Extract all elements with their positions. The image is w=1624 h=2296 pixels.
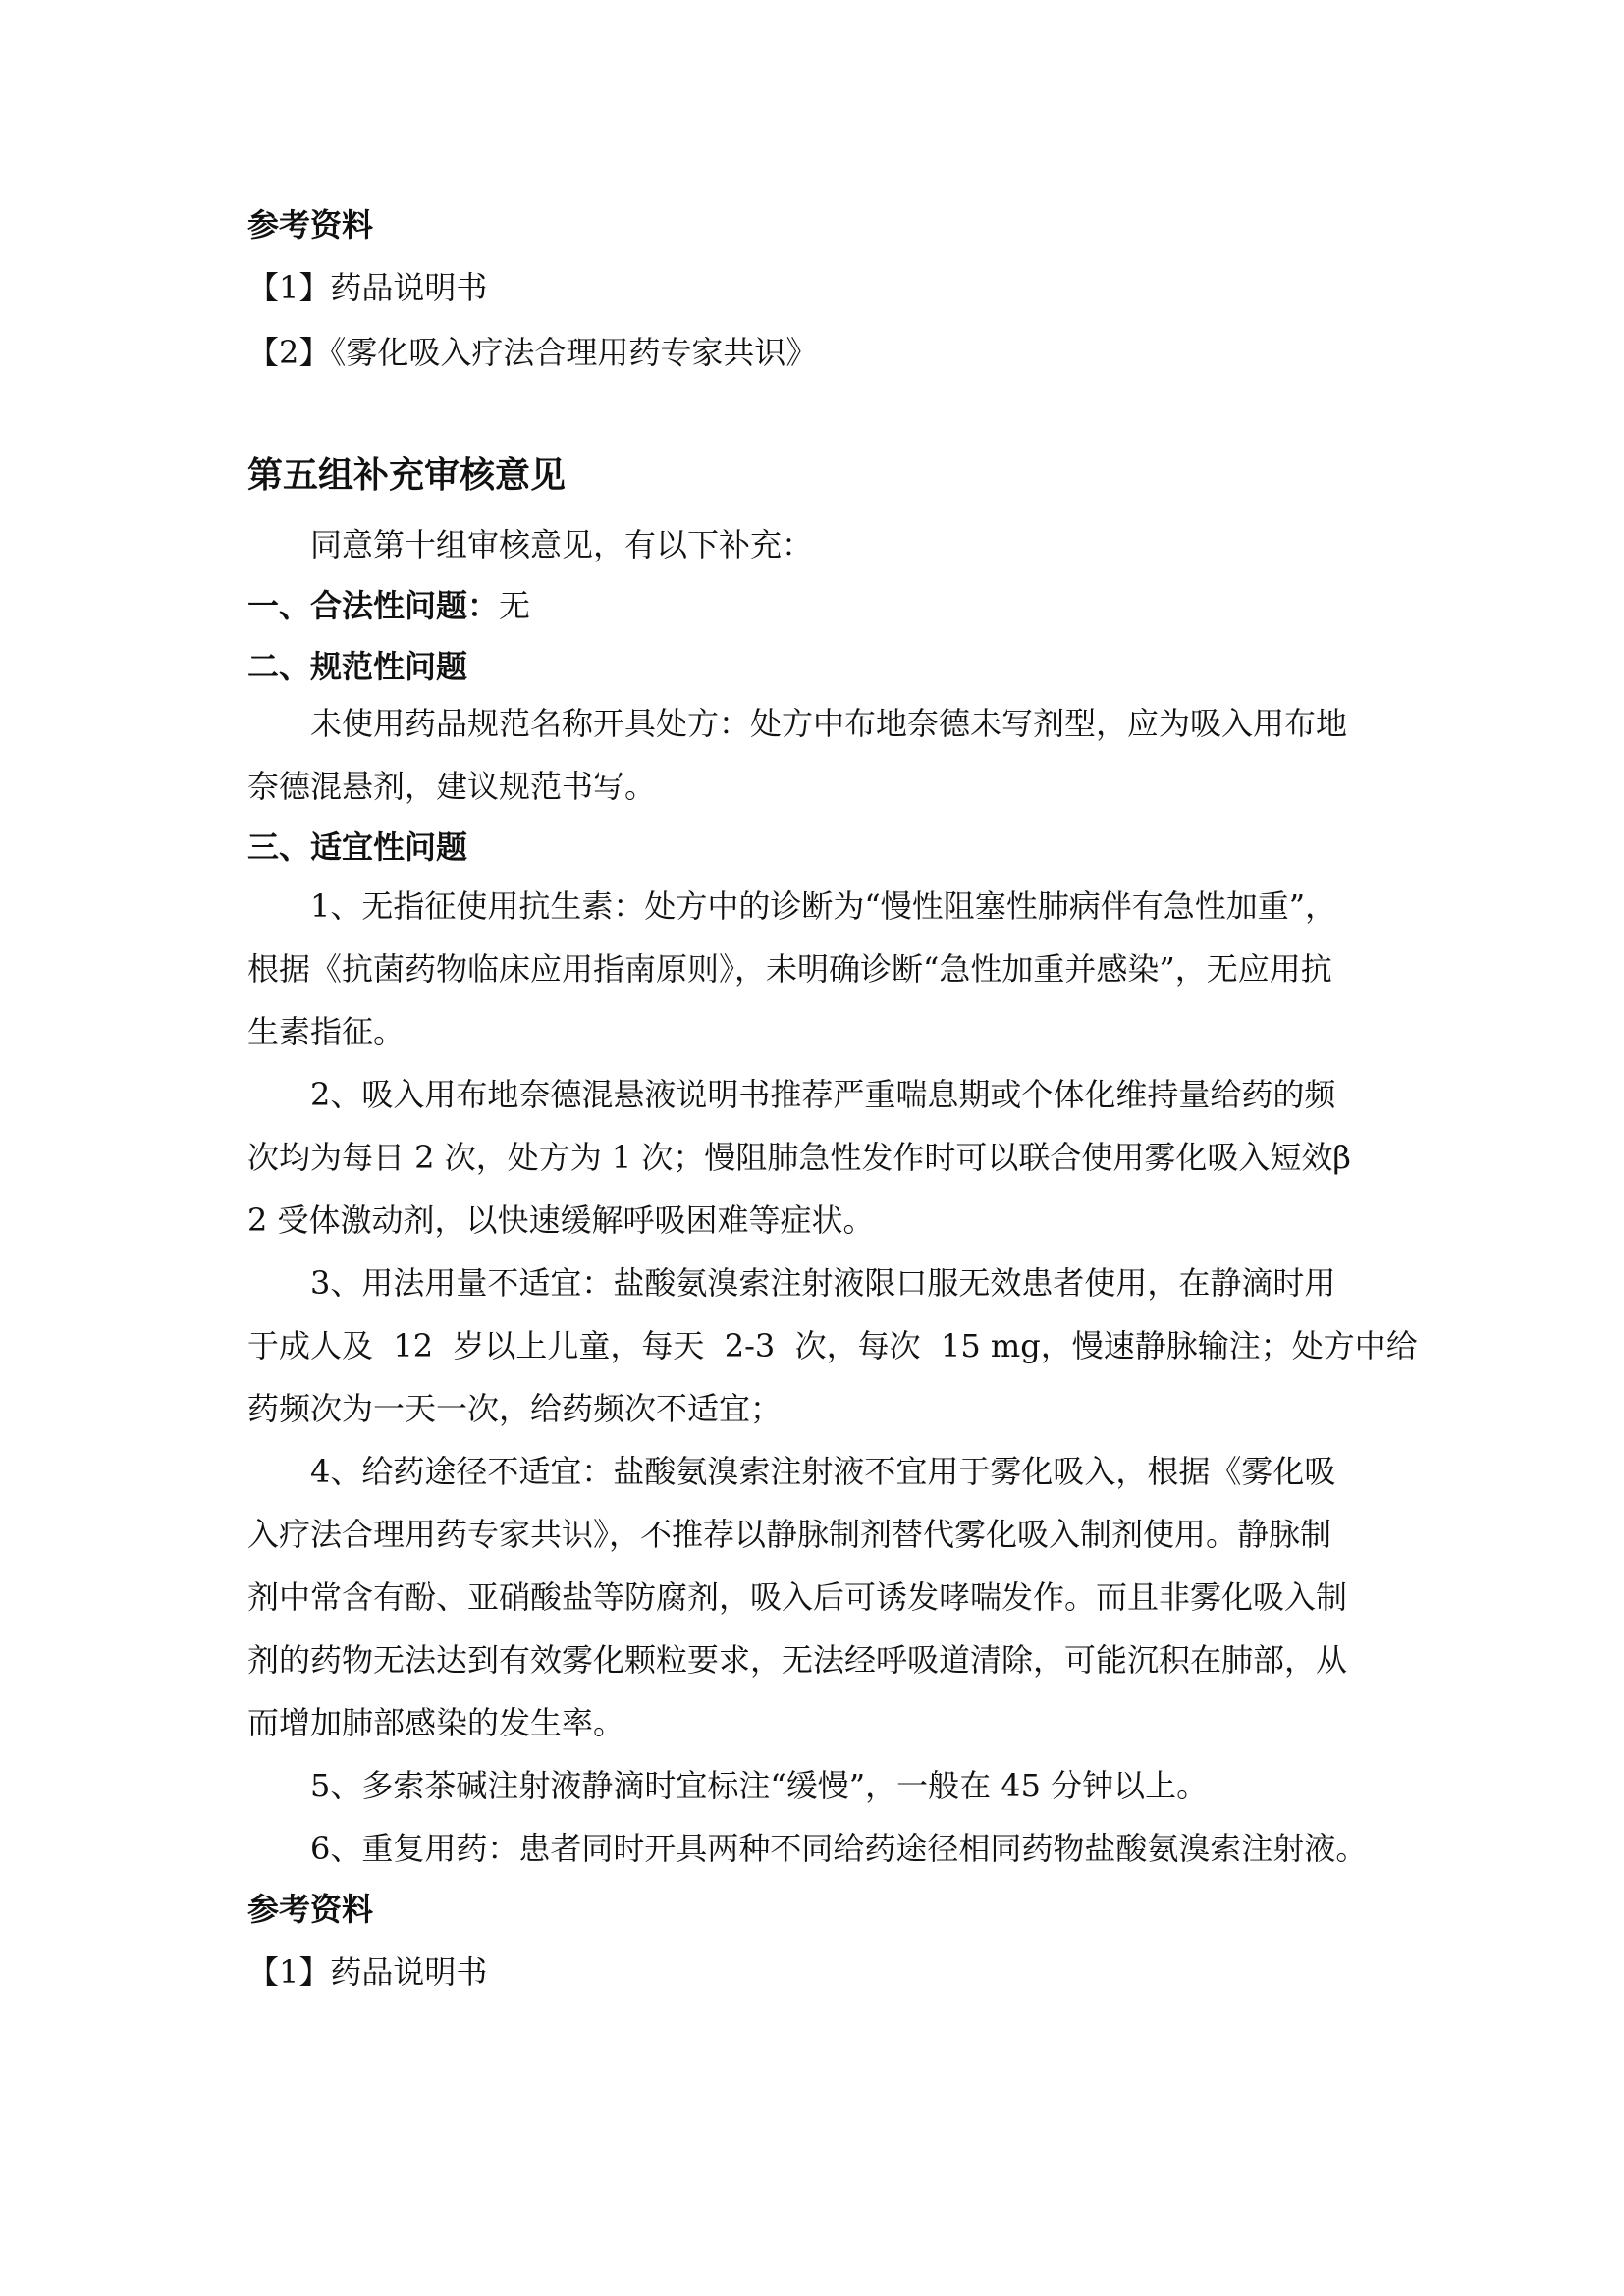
document-body [247,201,1418,1996]
paragraph-line: 于成人及 12 岁以上儿童，每天 2-3 次，每次 15 mg，慢速静脉输注；处方中给 [247,1327,1418,1364]
legality-label: 一、合法性问题： [247,587,500,624]
reference-heading: 参考资料 [247,206,374,243]
paragraph-line: 根据《抗菌药物临床应用指南原则》，未明确诊断“急性加重并感染”，无应用抗 [247,950,1332,988]
reference-item: 【2】《雾化吸入疗法合理用药专家共识》 [247,334,818,371]
paragraph-line: 入疗法合理用药专家共识》，不推荐以静脉制剂替代雾化吸入制剂使用。静脉制 [247,1516,1332,1553]
paragraph-line: 3、用法用量不适宜：盐酸氨溴索注射液限口服无效患者使用，在静滴时用 [310,1264,1336,1302]
paragraph-line: 生素指征。 [247,1013,406,1050]
paragraph-line: 而增加肺部感染的发生率。 [247,1704,625,1741]
paragraph-line: 4、给药途径不适宜：盐酸氨溴索注射液不宜用于雾化吸入，根据《雾化吸 [310,1453,1336,1490]
paragraph-line: 2、吸入用布地奈德混悬液说明书推荐严重喘息期或个体化维持量给药的频 [310,1076,1336,1113]
paragraph-line: 次均为每日 2 次，处方为 1 次；慢阻肺急性发作时可以联合使用雾化吸入短效β [247,1139,1351,1176]
paragraph-line: 1、无指征使用抗生素：处方中的诊断为“慢性阻塞性肺病伴有急性加重”， [310,887,1337,925]
suitability-item-5 [247,1754,1386,1817]
legality-value: 无 [499,587,531,624]
paragraph-line: 6、重复用药：患者同时开具两种不同给药途径相同药物盐酸氨溴索注射液。 [310,1830,1368,1867]
suitability-item-2 [247,1063,1386,1252]
reference-heading: 参考资料 [247,1891,374,1928]
paragraph-line: 2 受体激动剂，以快速缓解呼吸困难等症状。 [247,1201,875,1239]
paragraph-line: 未使用药品规范名称开具处方：处方中布地奈德未写剂型，应为吸入用布地 [310,705,1348,742]
paragraph-line: 奈德混悬剂，建议规范书写。 [247,768,657,805]
paragraph-line: 5、多索茶碱注射液静滴时宜标注“缓慢”，一般在 45 分钟以上。 [310,1767,1209,1804]
reference-item: 【1】药品说明书 [247,269,488,306]
suitability-item-4 [247,1440,1386,1754]
suitability-item-3 [247,1252,1418,1440]
legality-line [247,582,1386,629]
suitability-item-1 [247,875,1386,1063]
intro-text: 同意第十组审核意见，有以下补充： [310,526,814,563]
paragraph-line: 剂的药物无法达到有效雾化颗粒要求，无法经呼吸道清除，可能沉积在肺部，从 [247,1641,1348,1679]
normative-paragraph [247,692,1386,818]
suitability-heading: 三、适宜性问题 [247,828,468,866]
normative-heading: 二、规范性问题 [247,648,468,685]
paragraph-line: 剂中常含有酚、亚硝酸盐等防腐剂，吸入后可诱发哮喘发作。而且非雾化吸入制 [247,1578,1348,1616]
section-title: 第五组补充审核意见 [247,455,567,496]
paragraph-line: 药频次为一天一次，给药频次不适宜； [247,1390,783,1427]
suitability-item-6 [247,1817,1386,1880]
reference-item: 【1】药品说明书 [247,1953,488,1991]
